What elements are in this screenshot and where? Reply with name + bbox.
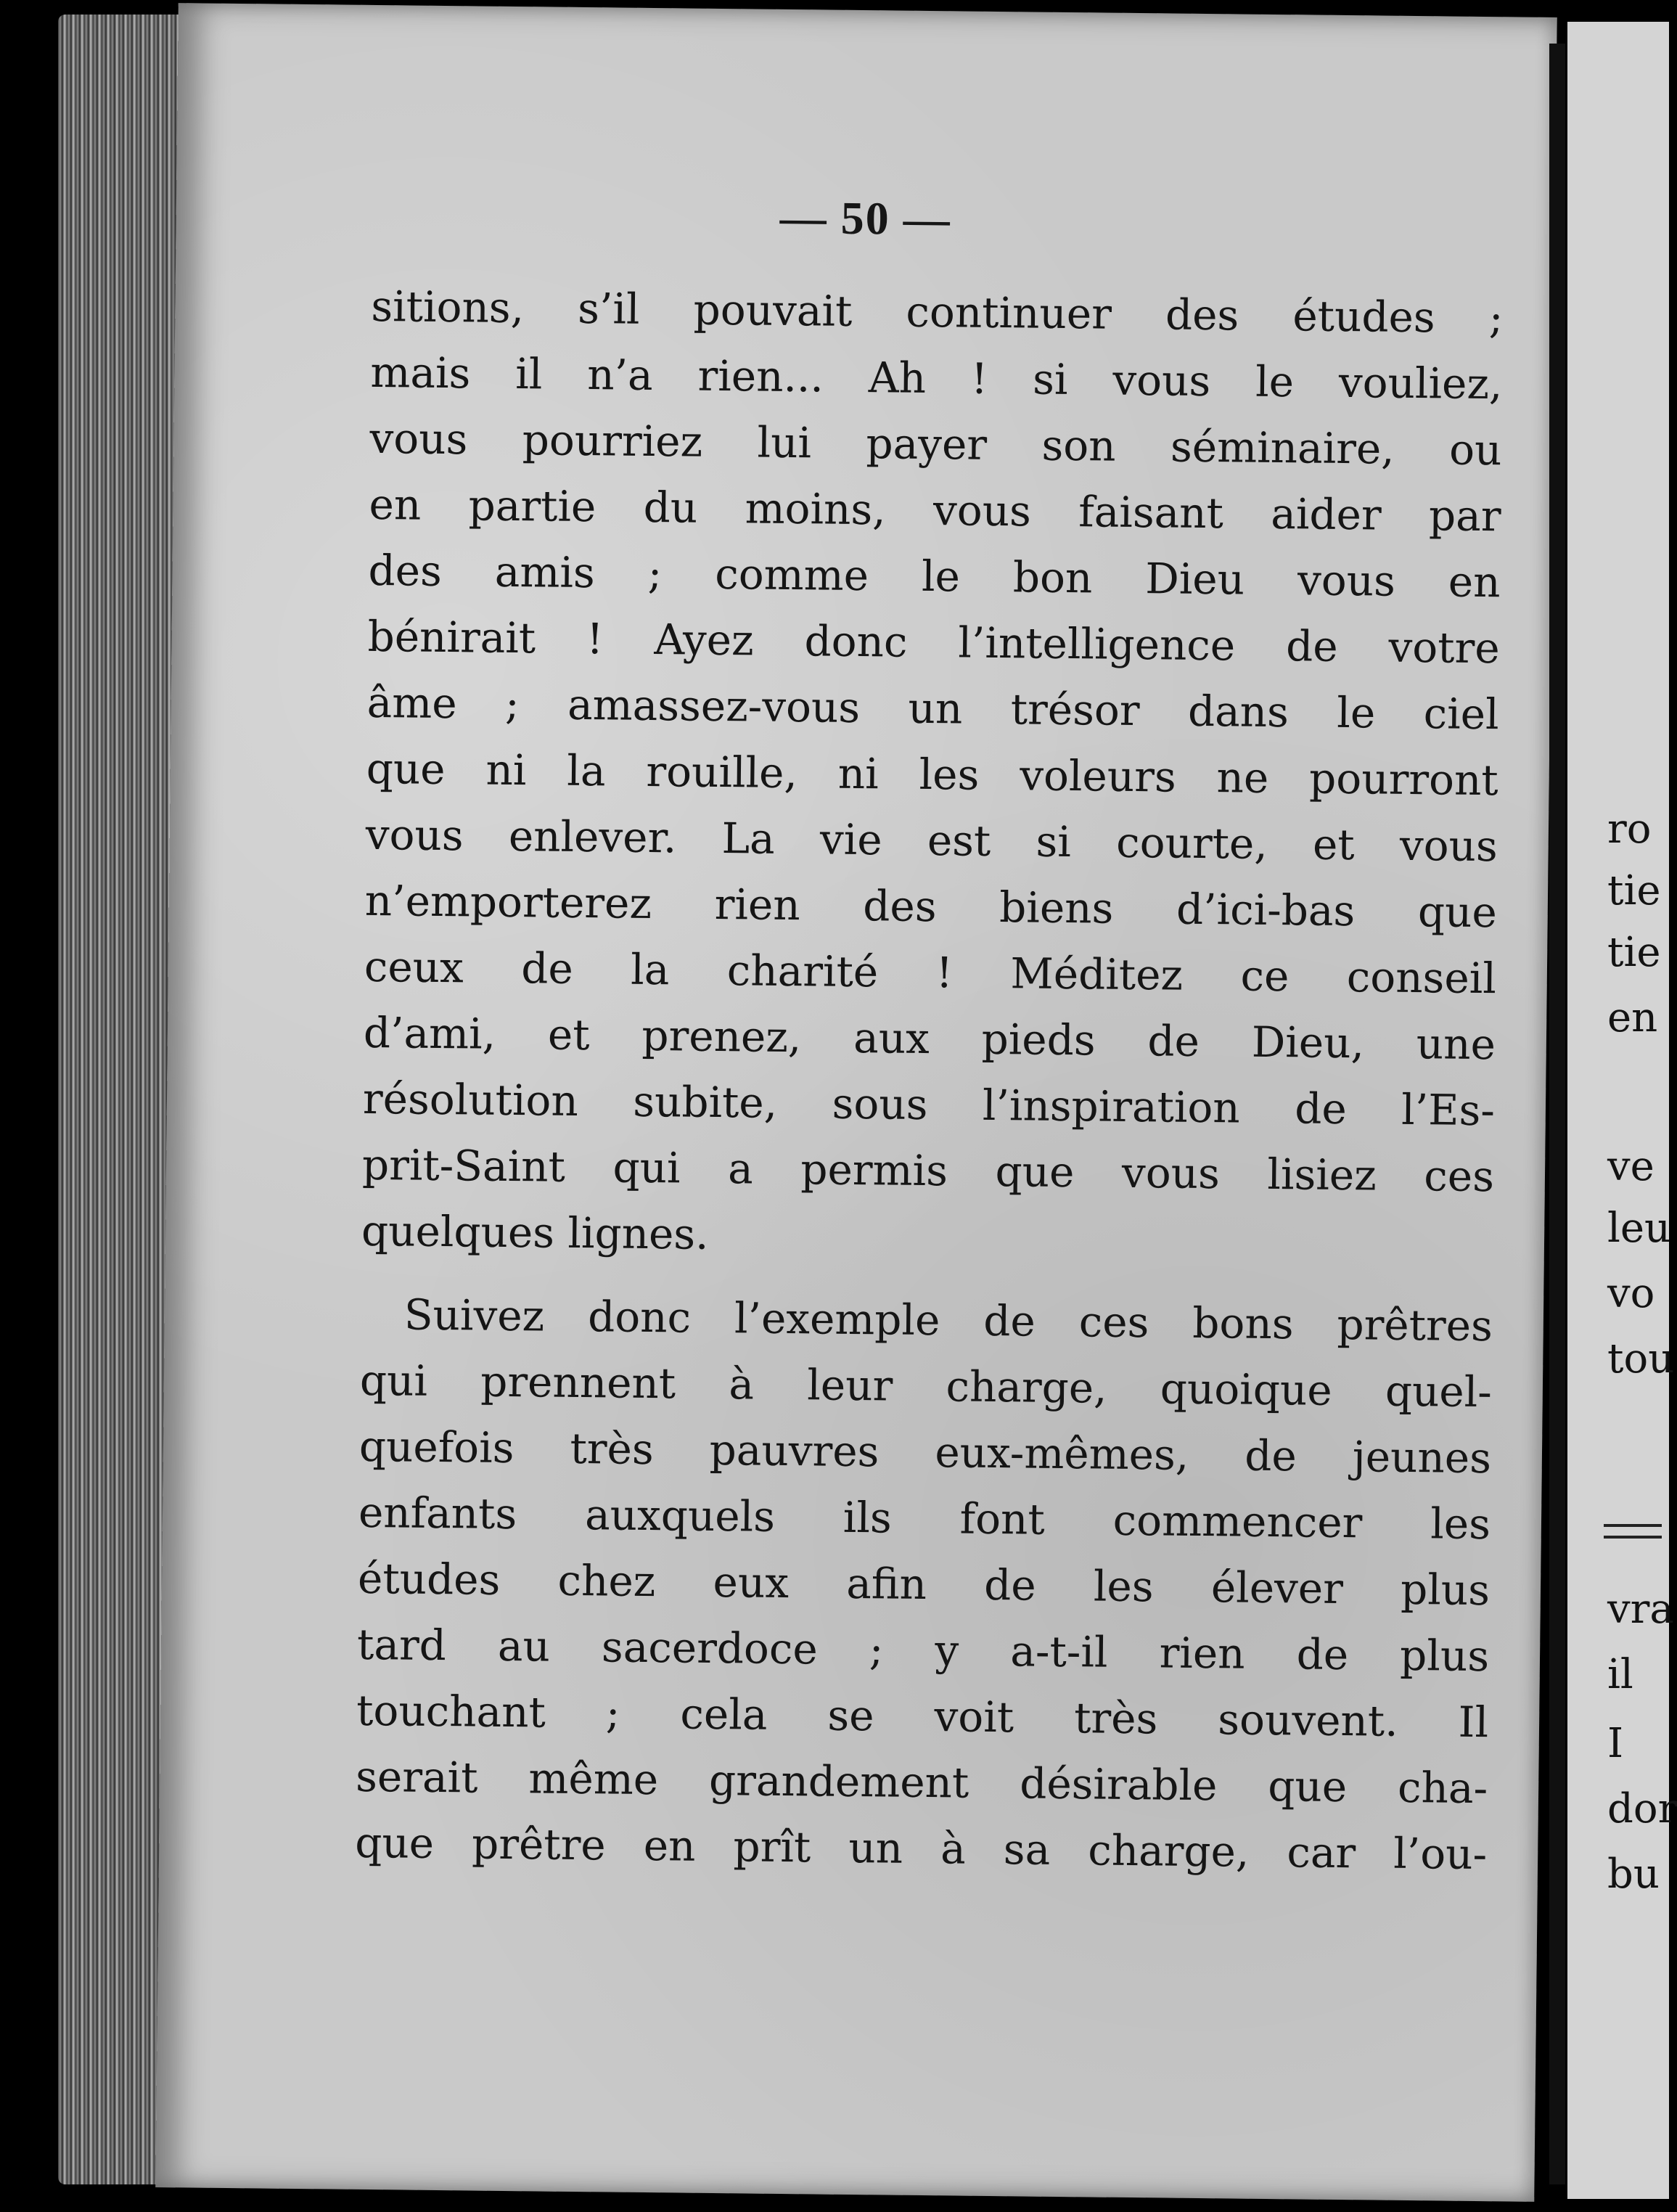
text-line: vous enlever. La vie est si courte, et vous bbox=[365, 809, 1498, 872]
body-text bbox=[355, 274, 1504, 1888]
text-line: n’emporterez rien des biens d’ici-bas que bbox=[364, 875, 1498, 938]
text-line: mais il n’a rien... Ah ! si vous le vouliez, bbox=[370, 347, 1503, 409]
next-page-fragment: ve bbox=[1607, 1143, 1655, 1190]
next-page-fragment: leu bbox=[1607, 1205, 1671, 1252]
text-line: résolution subite, sous l’inspiration de l’Es- bbox=[362, 1073, 1496, 1136]
text-line: d’ami, et prenez, aux pieds de Dieu, une bbox=[363, 1007, 1496, 1070]
next-page-fragment: vo bbox=[1607, 1270, 1655, 1317]
text-line: prit-Saint qui a permis que vous lisiez ces bbox=[361, 1139, 1495, 1202]
text-line: quelques lignes. bbox=[361, 1205, 709, 1259]
text-line: des amis ; comme le bon Dieu vous en bbox=[368, 545, 1501, 607]
next-page-fragment: vra bbox=[1607, 1586, 1674, 1633]
text-line: en partie du moins, vous faisant aider par bbox=[369, 479, 1501, 541]
text-line: bénirait ! Ayez donc l’intelligence de votre bbox=[367, 611, 1500, 673]
paragraph-1 bbox=[361, 274, 1504, 1276]
next-page-fragment: en bbox=[1607, 994, 1658, 1041]
text-line: quefois très pauvres eux-mêmes, de jeunes bbox=[358, 1421, 1492, 1483]
text-line: touchant ; cela se voit très souvent. Il bbox=[356, 1685, 1489, 1748]
text-line: âme ; amassez-vous un trésor dans le ciel bbox=[366, 677, 1500, 740]
next-page-fragment: ro bbox=[1607, 806, 1652, 853]
text-line: vous pourriez lui payer son séminaire, ou bbox=[369, 413, 1502, 475]
next-page-fragment: bu bbox=[1607, 1851, 1660, 1898]
paragraph-2 bbox=[355, 1282, 1493, 1888]
section-divider bbox=[1604, 1524, 1662, 1539]
text-line: serait même grandement désirable que cha- bbox=[355, 1751, 1488, 1814]
text-line: enfants auxquels ils font commencer les bbox=[358, 1487, 1491, 1549]
text-line: Suivez donc l’exemple de ces bons prêtres bbox=[403, 1290, 1493, 1351]
book-page bbox=[155, 3, 1557, 2202]
text-line: que ni la rouille, ni les voleurs ne pourront bbox=[366, 743, 1499, 806]
text-line: tard au sacerdoce ; y a-t-il rien de plus bbox=[356, 1619, 1490, 1681]
text-line: ceux de la charité ! Méditez ce conseil bbox=[364, 941, 1497, 1004]
next-page-fragment: il bbox=[1607, 1651, 1633, 1698]
text-line: qui prennent à leur charge, quoique quel- bbox=[359, 1355, 1493, 1417]
next-page-fragment: dor bbox=[1607, 1785, 1677, 1832]
next-page-fragment: tie bbox=[1607, 929, 1661, 976]
next-page-fragment: tie bbox=[1607, 867, 1661, 914]
next-page-fragment: I bbox=[1607, 1720, 1624, 1767]
text-line: sitions, s’il pouvait continuer des études ; bbox=[371, 281, 1504, 343]
text-line: que prêtre en prît un à sa charge, car l’ou- bbox=[354, 1817, 1488, 1880]
page-number: — 50 — bbox=[779, 191, 952, 245]
text-line: études chez eux afin de les élever plus bbox=[357, 1553, 1491, 1615]
book-gutter bbox=[1549, 44, 1565, 2184]
next-page-fragment: tou bbox=[1607, 1335, 1675, 1382]
